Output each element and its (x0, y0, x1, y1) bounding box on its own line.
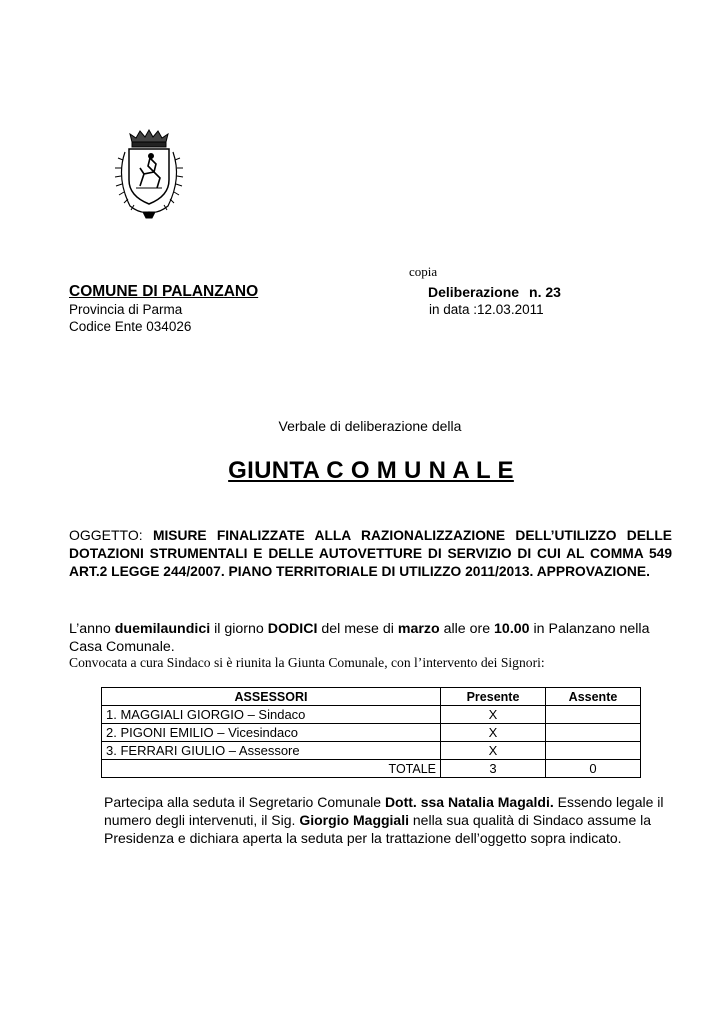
member-absent (546, 742, 641, 760)
header-presente: Presente (441, 688, 546, 706)
member-name: 3. FERRARI GIULIO – Assessore (102, 742, 441, 760)
mayor-name: Giorgio Maggiali (299, 812, 409, 828)
subject-text: MISURE FINALIZZATE ALLA RAZIONALIZZAZIONE DELL’UTILIZZO DELLE DOTAZIONI STRUMENTALI E DELLE AUTOVETTURE DI SERVIZIO DI CUI AL COMMA 549 ART.2 LEGGE 244/2007. PIANO TERRITORIALE DI UTILIZZO 2011/2013. APPROVAZIONE. (69, 528, 672, 579)
entity-code: Codice Ente 034026 (69, 319, 192, 334)
member-present: X (441, 706, 546, 724)
meeting-date-paragraph (69, 620, 674, 656)
attendance-table (101, 687, 641, 778)
text-span: in Palanzano nella Casa Comunale. (69, 621, 650, 655)
day-text: DODICI (267, 621, 318, 637)
member-name: 1. MAGGIALI GIORGIO – Sindaco (102, 706, 441, 724)
subtitle: Verbale di deliberazione della (278, 418, 462, 434)
table-header-row (102, 688, 641, 706)
table-row (102, 724, 641, 742)
subject-paragraph (69, 526, 672, 581)
member-present: X (441, 742, 546, 760)
text-span: Partecipa alla seduta il Segretario Comunale (104, 794, 385, 810)
table-row (102, 706, 641, 724)
deliberation-num: n. 23 (529, 284, 561, 300)
member-absent (546, 706, 641, 724)
header-assessori: ASSESSORI (102, 688, 441, 706)
text-span: nella sua qualità di Sindaco assume la Presidenza e dichiara aperta la seduta per la trattazione dell’oggetto sopra indicato. (104, 812, 652, 846)
member-present: X (441, 724, 546, 742)
time-text: 10.00 (494, 621, 530, 637)
province: Provincia di Parma (69, 302, 183, 317)
total-present: 3 (441, 760, 546, 778)
convened-text: Convocata a cura Sindaco si è riunita la Giunta Comunale, con l’intervento dei Signori: (69, 655, 545, 670)
coat-of-arms-icon (110, 128, 188, 220)
text-span: del mese di (317, 621, 398, 637)
total-label: TOTALE (102, 760, 441, 778)
subject-label: OGGETTO: (69, 527, 153, 543)
text-span: L’anno (69, 621, 115, 637)
header-assente: Assente (546, 688, 641, 706)
secretary-name: Dott. ssa Natalia Magaldi. (384, 794, 554, 810)
participation-paragraph (104, 793, 684, 847)
page-title: GIUNTA C O M U N A L E (228, 457, 514, 484)
table-row (102, 742, 641, 760)
table-total-row (102, 760, 641, 778)
year-text: duemilaundici (114, 621, 211, 637)
member-name: 2. PIGONI EMILIO – Vicesindaco (102, 724, 441, 742)
text-span: alle ore (439, 621, 495, 637)
text-span: il giorno (210, 621, 268, 637)
total-absent: 0 (546, 760, 641, 778)
municipality-name: COMUNE DI PALANZANO (69, 283, 259, 300)
copy-label: copia (409, 264, 438, 279)
member-absent (546, 724, 641, 742)
month-text: marzo (397, 621, 440, 637)
deliberation-date: in data :12.03.2011 (429, 302, 544, 317)
deliberation-number (428, 284, 561, 300)
deliberation-label: Deliberazione (428, 284, 520, 300)
text-span: Essendo legale il numero degli intervenuti, il Sig. (104, 794, 664, 828)
